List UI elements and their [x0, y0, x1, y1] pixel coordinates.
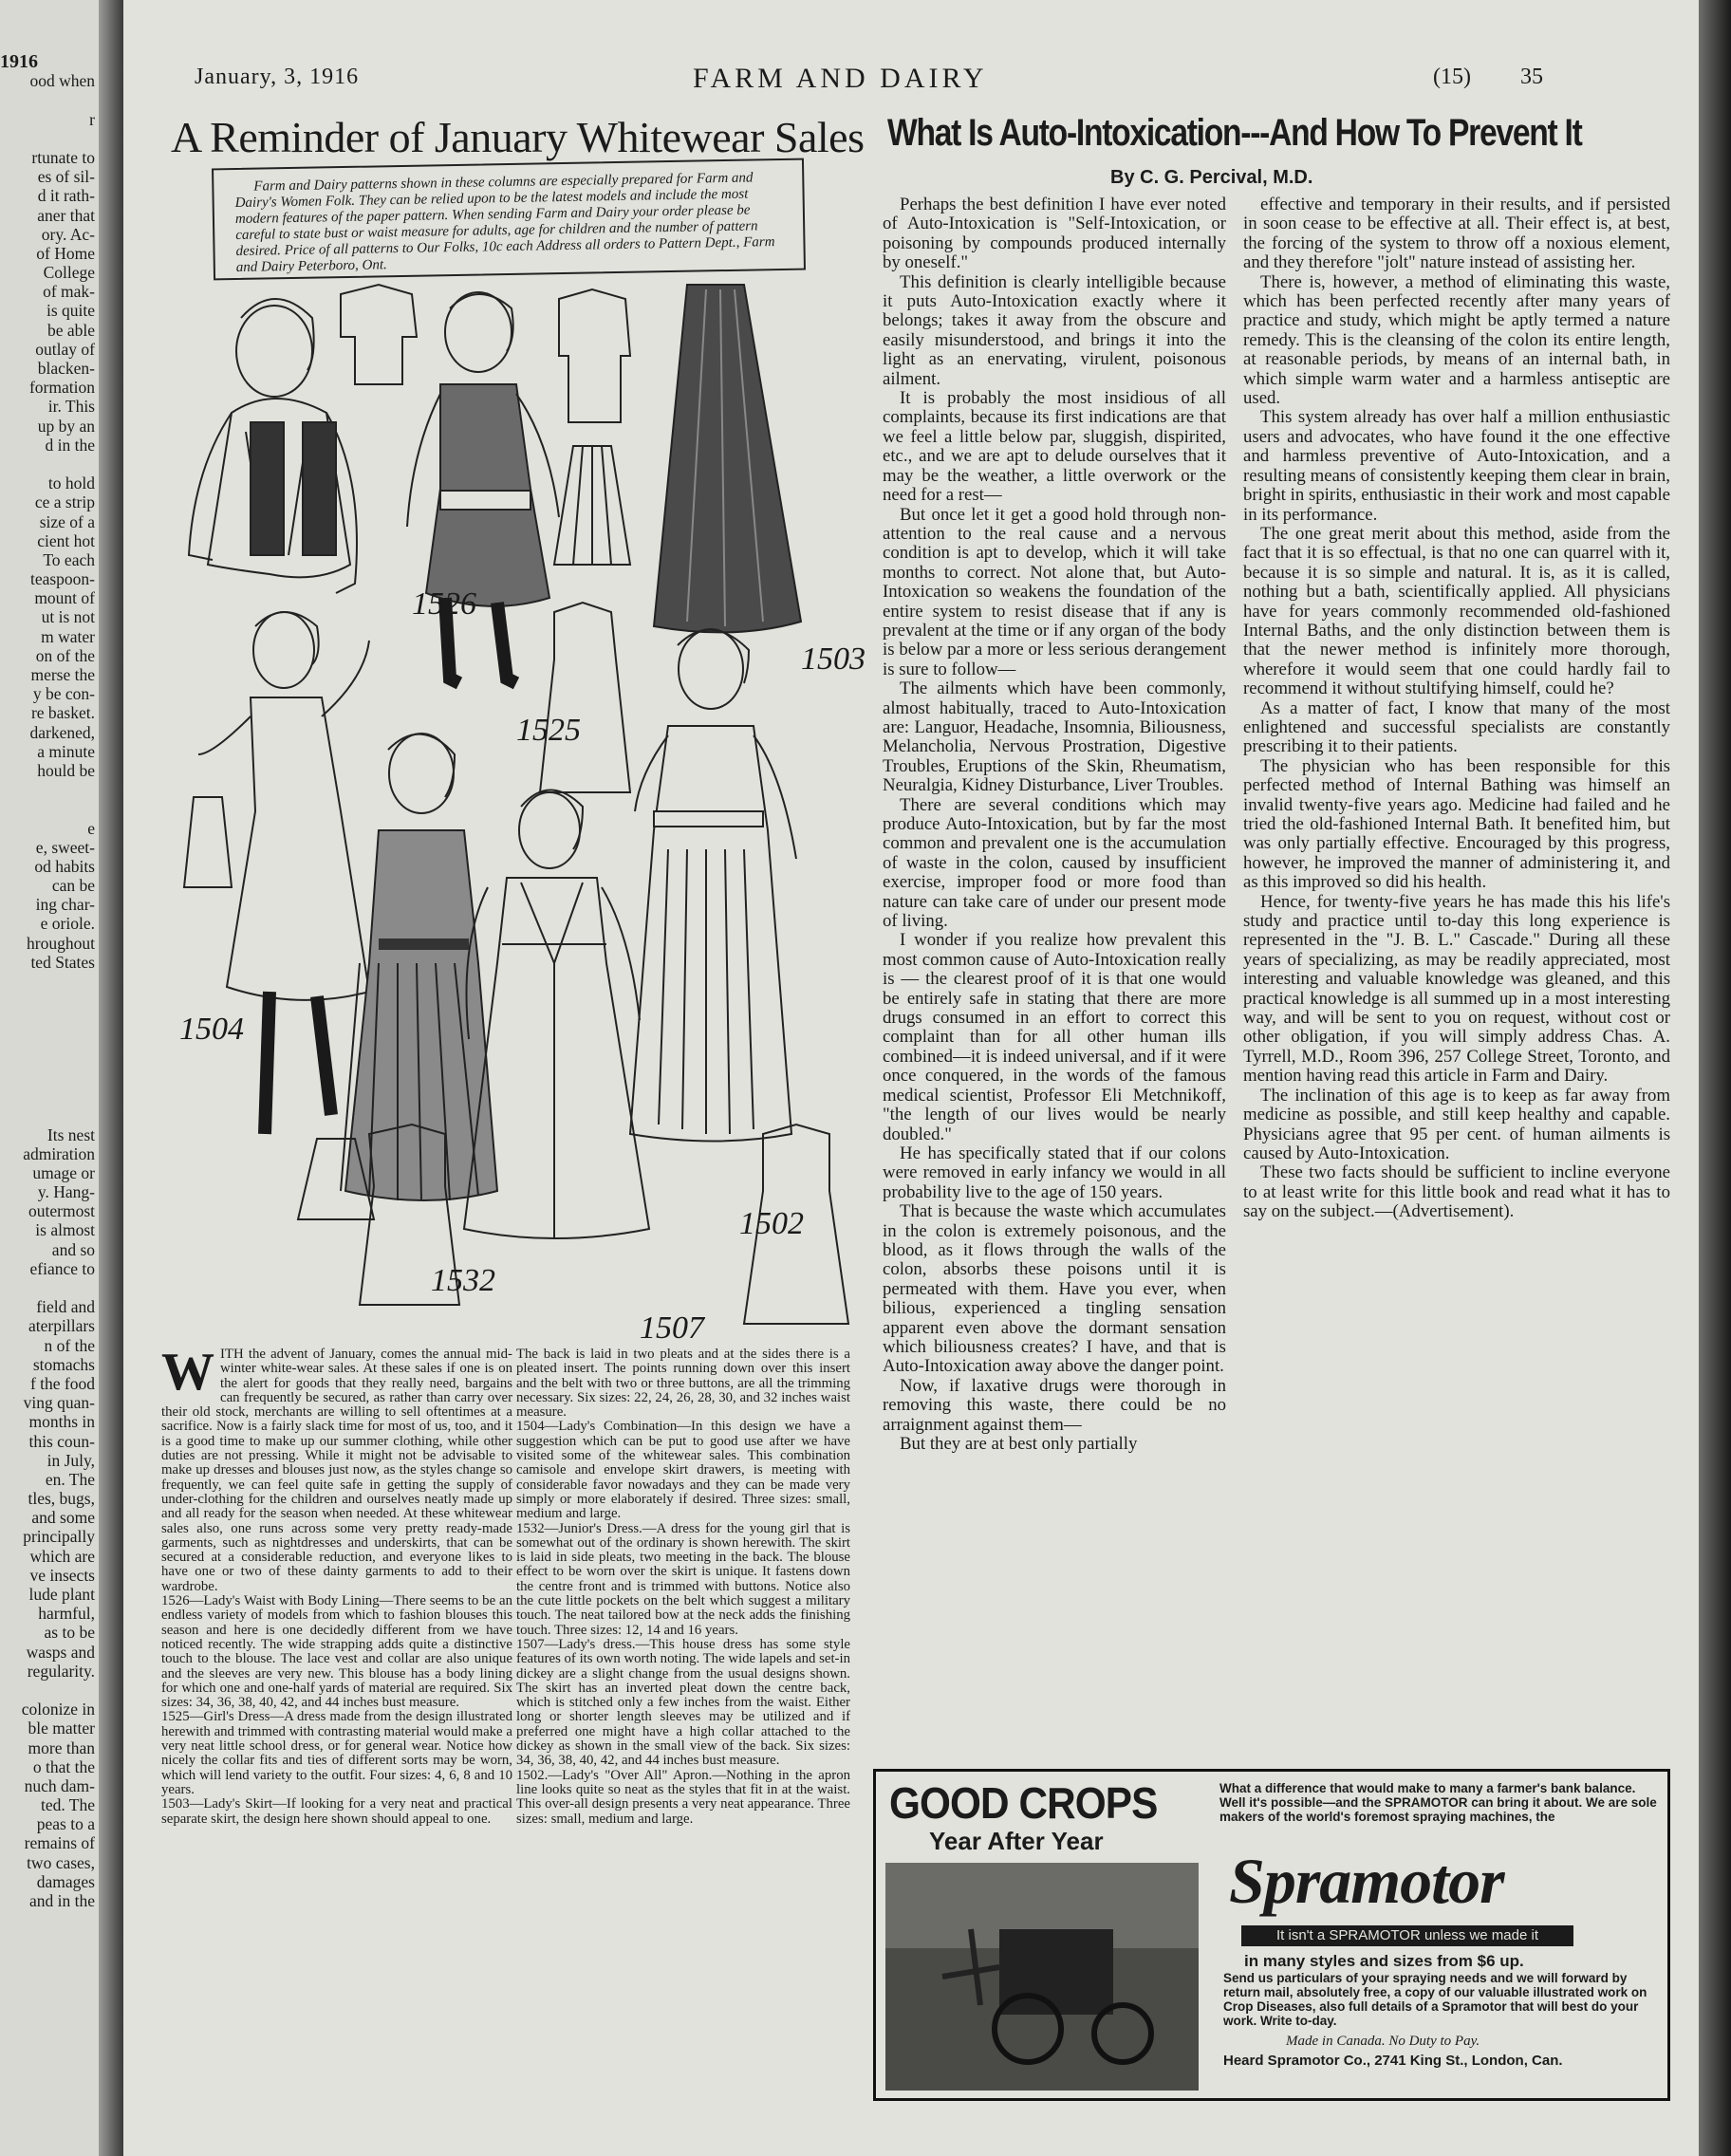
gutter-line: ted. The — [40, 1795, 95, 1815]
gutter-line: aner that — [37, 205, 95, 225]
gutter-line: teaspoon- — [29, 569, 95, 589]
paragraph: The inclination of this age is to keep as far away from medicine as possible, and still keep healthy and capable. Physicians agree that 95 per cent. of human ailments is caused by Auto-Intoxication. — [1243, 1085, 1670, 1163]
article-byline: By C. G. Percival, M.D. — [1110, 167, 1313, 188]
gutter-line: to hold — [47, 474, 95, 493]
gutter-line: College — [43, 263, 95, 283]
gutter-line: ve insects — [29, 1565, 95, 1585]
gutter-line — [0, 129, 95, 148]
paragraph: Perhaps the best definition I have ever noted of Auto-Intoxication is "Self-Intoxication, or poisoning by compounds produced internally by oneself." — [883, 195, 1226, 273]
paragraph: But they are at best only partially — [900, 1434, 1138, 1454]
gutter-line: rtunate to — [31, 147, 95, 167]
gutter-line: field and — [36, 1297, 95, 1317]
paragraph: 1532—Junior's Dress.—A dress for the young girl that is somewhat out of the ordinary is shown herewith. The skirt is laid in side pleats, two meeting in the back. The blouse effect to be worn over the skirt is unique. It fastens down the centre front and is trimmed with buttons. Notice also the cute little pockets on the belt which suggest a military touch. The neat tailored bow at the neck adds the finishing touch. Three sizes: 12, 14 and 16 years. — [516, 1520, 850, 1638]
gutter-line: cient hot — [37, 530, 95, 550]
gutter-line: d it rath- — [37, 186, 95, 206]
paragraph: ITH the advent of January, comes the annual mid-winter white-wear sales. At these sales if one is on the alert for goods that they really need, bargains can frequently be secured, as rather than carry over their old stock, merchants are willing to sell oftentimes at a sacrifice. Now is a fairly slack time for most of us, too, and it is a good time to make up our summer clothing, while other duties are not pressing. While it might not be advisable to make up dresses and blouses just now, as the styles change so frequently, we can feel quite safe in getting the supply of under-clothing for the children and ourselves neatly made up and all ready for the season when needed. At these whitewear sales also, one runs across some very pretty ready-made garments, such as nightdresses and underskirts, that can be secured at a considerable reduction, and everyone likes to have one or two of these dainty garments to add to their wardrobe. — [161, 1347, 512, 1594]
paragraph: He has specifically stated that if our colons were removed in early infancy we would in all probability live to the age of 150 years. — [883, 1143, 1226, 1202]
gutter-line: hould be — [37, 760, 95, 780]
gutter-line: es of sil- — [37, 167, 95, 187]
whitewear-column-1 — [161, 1343, 512, 1827]
gutter-line: nuch dam- — [24, 1775, 95, 1795]
gutter-line: blacken- — [37, 359, 95, 378]
ad-slogan-band: It isn't a SPRAMOTOR unless we made it — [1241, 1925, 1573, 1946]
gutter-line: ving quan- — [23, 1393, 95, 1413]
gutter-line: be able — [47, 320, 95, 340]
paragraph: 1507—Lady's dress.—This house dress has some style features of its own worth noting. The wide lapels and set-in dickey are a slight change from the usual designs shown. The skirt has an inverted pleat down the centre back, which is stitched only a few inches from the waist. Either long or shorter length sleeves may be utilized and if preferred one might have a high collar attached to the dickey as shown in the small view of the back. Six sizes: 34, 36, 38, 40, 42, and 44 inches bust measure. — [516, 1636, 850, 1769]
paper-title: FARM AND DAIRY — [693, 63, 988, 94]
gutter-line: admiration — [23, 1143, 95, 1163]
gutter-line: y. Hang- — [37, 1182, 95, 1202]
paragraph: effective and temporary in their results, and if persisted in soon cease to be effective at all. Their effect is, at best, the forcing of the system to throw off a noxious element, and they therefore "jolt" nature instead of assisting her. — [1243, 195, 1670, 273]
gutter-line: merse the — [30, 665, 95, 684]
ad-company-address: Heard Spramotor Co., 2741 King St., London, Can. — [1223, 2053, 1563, 2069]
gutter-line: ut is not — [41, 607, 95, 627]
gutter-line: umage or — [32, 1162, 95, 1182]
gutter-line: damages — [36, 1871, 95, 1891]
gutter-line — [0, 1087, 95, 1106]
auto-intoxication-headline: What Is Auto-Intoxication---And How To Prevent It — [887, 112, 1582, 154]
paragraph: But once let it get a good hold through non-attention to the real cause and a nervous condition is apt to develop, which it will take months to correct. Not alone that, but Auto-Intoxication so weakens the foundation of the entire system to resist disease that if any is prevalent at the time or if any organ of the body is below par a more or less serious derangement is sure to follow— — [883, 504, 1226, 679]
gutter-line — [0, 1010, 95, 1029]
paragraph: That is because the waste which accumulates in the colon is extremely poisonous, and the blood, as it flows through the walls of the colon, absorbs these poisons until it is permeated with them. Have you ever, when bilious, experienced a tingling sensation apparent even above the dormant sensation which biliousness creates? I have, and that is Auto-Intoxication away above the danger point. — [883, 1201, 1226, 1377]
fashion-illustration — [175, 280, 888, 1341]
gutter-line: in July, — [47, 1450, 95, 1470]
gutter-line: ted States — [30, 952, 95, 972]
paragraph: 1525—Girl's Dress—A dress made from the design illustrated herewith and trimmed with contrasting material would make a very neat little school dress, or for general wear. Notice how nicely the collar fits and ties of different sorts may be worn, which will lend variety to the outfit. Four sizes: 4, 6, 8 and 10 years. — [161, 1709, 512, 1797]
adjacent-page-text — [0, 52, 95, 1910]
gutter-line: e — [87, 818, 95, 838]
paragraph: It is probably the most insidious of all complaints, because its first indications are that we feel a little below par, sluggish, dispirited, etc., and we are apt to delude ourselves that it may be the weather, a little overwork or the need for a rest— — [883, 388, 1226, 506]
gutter-line: wasps and — [26, 1642, 95, 1662]
gutter-line: efiance to — [29, 1258, 95, 1278]
gutter-line: ir. This — [47, 397, 95, 417]
pattern-label-1502: 1502 — [739, 1206, 804, 1241]
auto-intoxication-column-1-text — [883, 195, 1226, 1454]
spramotor-logo: Spramotor — [1229, 1845, 1504, 1917]
gutter-line: e, sweet- — [35, 837, 95, 857]
whitewear-headline: A Reminder of January Whitewear Sales — [171, 113, 865, 161]
gutter-line: aterpillars — [28, 1316, 95, 1336]
gutter-line: remains of — [24, 1833, 95, 1853]
gutter-line: principally — [23, 1527, 95, 1547]
whitewear-column-2-text — [516, 1348, 850, 1827]
figure-1503-skirt — [654, 285, 801, 632]
gutter-line: regularity. — [27, 1661, 95, 1681]
gutter-line: mount of — [34, 588, 95, 608]
gutter-line: To each — [43, 549, 95, 569]
pattern-label-1532: 1532 — [431, 1263, 495, 1298]
pattern-label-1507: 1507 — [640, 1310, 704, 1341]
figure-1526-blouse — [189, 299, 357, 593]
auto-intoxication-column-2 — [1243, 195, 1670, 1222]
auto-intoxication-column-1 — [883, 195, 1226, 1454]
whitewear-column-1-text — [161, 1343, 512, 1827]
gutter-line: re basket. — [30, 703, 95, 723]
gutter-line: ble matter — [28, 1719, 95, 1738]
paragraph: This definition is clearly intelligible because it puts Auto-Intoxication exactly where it belongs; takes it away from the obscure and easily misunderstood, and brings it into the light as an enervating, virulent, poisonous ailment. — [883, 271, 1226, 389]
gutter-line: two cases, — [27, 1852, 95, 1872]
ad-subhead: Year After Year — [929, 1827, 1104, 1855]
gutter-line: of mak- — [43, 282, 95, 302]
gutter-line: o that the — [32, 1756, 95, 1776]
paragraph: The back is laid in two pleats and at the sides there is a pleated insert. The points running down over this insert and the belt with two or three buttons, are all the trimming necessary. Six sizes: 22, 24, 26, 28, 30, and 32 inches waist measure. — [516, 1347, 850, 1421]
paragraph: This system already has over half a million enthusiastic users and advocates, who have found it the one effective and harmless preventive of Auto-Intoxication, and a resulting means of consistently keeping them clear in brain, bright in spirits, enthusiastic in their work and most capable in its performance. — [1243, 407, 1670, 525]
figure-1504-combination — [184, 612, 369, 1134]
pattern-notice-box — [212, 158, 806, 281]
newspaper-page — [123, 0, 1699, 2156]
gutter-line — [0, 1068, 95, 1087]
gutter-line — [0, 799, 95, 818]
gutter-line: and some — [31, 1508, 95, 1528]
gutter-line: is quite — [46, 301, 95, 321]
paragraph: 1526—Lady's Waist with Body Lining—There seems to be an endless variety of models from which to fashion blouses this season and here is one decidedly different from we have noticed recently. The wide strapping adds quite a distinctive touch to the blouse. The lace vest and collar are also unique and the sleeves are very new. This blouse has a body lining for which one and one-half yards of material are required. Six sizes: 34, 36, 38, 40, 42, and 44 inches bust measure. — [161, 1593, 512, 1711]
pattern-label-1503: 1503 — [801, 641, 866, 677]
figure-1525-girl-dress — [407, 292, 559, 683]
gutter-line: which are — [29, 1546, 95, 1566]
paragraph: I wonder if you realize how prevalent this most common cause of Auto-Intoxication really is — the clearest proof of it is that one would be entirely safe in stating that there are more drugs consumed in an effort to correct this complaint than for all other human ills combined—it is indeed universal, and if it were once conquered, in the words of the famous medical scientist, Professor Eli Metchnikoff, "the length of our lives would be nearly doubled." — [883, 930, 1226, 1144]
figure-1532-junior-dress — [341, 734, 497, 1200]
fashion-plate-drawing — [175, 280, 888, 1341]
pattern-label-1525: 1525 — [516, 713, 581, 748]
gutter-line: more than — [28, 1738, 95, 1757]
ad-price-line: in many styles and sizes from $6 up. — [1244, 1952, 1524, 1970]
gutter-line: can be — [51, 876, 95, 896]
paragraph: The physician who has been responsible for this perfected method of Internal Bathing was himself an invalid twenty-five years ago. Medicine had failed and he tried the old-fashioned Internal Bath. It benefited him, but was only partially effective. Encouraged by this progress, however, he improved the manner of administering it, and as this improved so did his health. — [1243, 755, 1670, 893]
paragraph: As a matter of fact, I know that many of the most enlightened and successful specialists are constantly prescribing it to their patients. — [1243, 697, 1670, 757]
figure-1502-apron — [630, 629, 796, 1142]
sprayer-photo — [885, 1863, 1199, 2091]
whitewear-column-2 — [516, 1348, 850, 1827]
pattern-label-1504: 1504 — [179, 1012, 244, 1047]
issue-date: January, 3, 1916 — [195, 65, 360, 89]
gutter-line: ood when — [29, 71, 95, 91]
paragraph: These two facts should be sufficient to incline everyone to at least write for this little book and read what it has to say on the subject.—(Advertisement). — [1243, 1162, 1670, 1222]
gutter-line: ory. Ac- — [41, 224, 95, 244]
spramotor-advertisement — [873, 1769, 1670, 2101]
gutter-line: of Home — [36, 243, 95, 263]
pattern-notice-text: Farm and Dairy patterns shown in these columns are especially prepared for Farm and Dairy's Women Folk. They can be relied upon to be the latest models and include the most modern features of the paper pattern. When sending Farm and Dairy your order please be careful to state bust or waist measure for adults, age for children and the number of pattern desired. Price of all patterns to Our Folks, 10c each Address all orders to Pattern Dept., Farm and Dairy Peterboro, Ont. — [234, 170, 775, 276]
book-edge-shadow — [1699, 0, 1731, 2156]
paragraph: Now, if laxative drugs were thorough in removing this waste, there could be no arraignment against them— — [883, 1375, 1226, 1435]
auto-intoxication-column-2-text — [1243, 195, 1670, 1222]
issue-page-number: (15) — [1433, 65, 1471, 89]
gutter-line: 1916 — [0, 51, 38, 72]
paragraph: 1502.—Lady's "Over All" Apron.—Nothing in the apron line looks quite so neat as the styles that fit in at the waist. This over-all design presents a very neat appearance. Three sizes: small, medium and large. — [516, 1767, 850, 1827]
gutter-line: e oriole. — [40, 914, 95, 934]
gutter-line — [0, 1278, 95, 1297]
gutter-line — [0, 1106, 95, 1124]
gutter-line: on of the — [35, 645, 95, 665]
paragraph: The ailments which have been commonly, almost habitually, traced to Auto-Intoxication are: Languor, Headache, Insomnia, Biliousness, Melancholia, Nervous Prostration, Digestive Troubles, Eruptions of the Skin, Rheumatism, Neuralgia, Kidney Disturbance, Liver Troubles. — [883, 678, 1226, 796]
pattern-label-1526: 1526 — [412, 586, 476, 622]
paragraph: Hence, for twenty-five years he has made this his life's study and practice until to-day this long experience is represented in the "J. B. L." Cascade." During all these years of specializing, as may be readily appreciated, most interesting and valuable knowledge was gleaned, and this practical knowledge is all summed up in a most interesting way, and will be sent to you on request, without cost or other obligation, if you will simply address Chas. A. Tyrrell, M.D., Room 396, 257 College Street, Toronto, and mention having read this article in Farm and Dairy. — [1243, 891, 1670, 1087]
gutter-line — [0, 1681, 95, 1700]
gutter-line: lude plant — [28, 1585, 95, 1604]
gutter-line: d in the — [45, 435, 95, 455]
gutter-line: harmful, — [38, 1604, 95, 1624]
gutter-line: en. The — [45, 1469, 95, 1489]
ad-body-copy: Send us particulars of your spraying needs and we will forward by return mail, absolutely free, a copy of our valuable illustrated work on Crop Diseases, also full details of a Spramotor that will best do your work. Write to-day. — [1223, 1971, 1647, 2028]
page-number: 35 — [1520, 65, 1543, 89]
gutter-line: months in — [28, 1412, 95, 1432]
paragraph: The one great merit about this method, aside from the fact that it is so effectual, is that no one can quarrel with it, because it is so simple and natural. It is, as it is called, nothing but a bath, scientifically applied. All physicians have for years commonly recommended old-fashioned Internal Baths, and the only distinction between them is that the newer method is infinitely more thorough, wherefore it would seem that one could hardly fail to recommend it without stultifying himself, could he? — [1243, 523, 1670, 699]
gutter-line: Its nest — [47, 1124, 95, 1144]
gutter-line: as to be — [44, 1623, 95, 1643]
ad-made-in-canada: Made in Canada. No Duty to Pay. — [1286, 2034, 1480, 2049]
ad-headline: GOOD CROPS — [889, 1778, 1158, 1828]
gutter-line: peas to a — [36, 1814, 95, 1834]
gutter-line: n of the — [44, 1335, 95, 1355]
gutter-line — [0, 1030, 95, 1049]
gutter-line: a minute — [37, 741, 95, 761]
gutter-line: and in the — [28, 1891, 95, 1910]
page-fold-shadow — [99, 0, 123, 2156]
gutter-line: outlay of — [35, 339, 95, 359]
gutter-line — [0, 1049, 95, 1068]
gutter-line — [0, 972, 95, 991]
gutter-line: outermost — [28, 1201, 95, 1221]
gutter-line: r — [89, 109, 95, 129]
gutter-line — [0, 90, 95, 109]
ad-photograph — [885, 1863, 1199, 2091]
page-header — [123, 65, 1699, 102]
gutter-line: ing char- — [35, 895, 95, 915]
gutter-line: darkened, — [29, 722, 95, 742]
gutter-line: colonize in — [21, 1700, 95, 1719]
gutter-line — [0, 780, 95, 799]
gutter-line: m water — [41, 626, 95, 646]
ad-intro-copy: What a difference that would make to many a farmer's bank balance. Well it's possible—and the SPRAMOTOR can bring it about. We are sole makers of the world's foremost spraying machines, the — [1219, 1781, 1657, 1824]
paragraph: 1504—Lady's Combination—In this design we have a suggestion which can be put to good use after we have visited some of the whitewear sales. This combination camisole and envelope skirt drawers, is meeting with considerable favor nowadays and they can be made very simply or more elaborately if desired. Three sizes: small, medium and large. — [516, 1419, 850, 1522]
gutter-line: ce a strip — [34, 493, 95, 512]
gutter-line: size of a — [39, 511, 95, 531]
gutter-line: is almost — [35, 1220, 95, 1240]
gutter-line: tles, bugs, — [28, 1489, 95, 1509]
paragraph: There are several conditions which may produce Auto-Intoxication, but by far the most common and prevalent one is the accumulation of waste in the colon, caused by insufficient exercise, improper food or more food than nature can take care of under our present mode of living. — [883, 794, 1226, 932]
gutter-line: stomachs — [32, 1354, 95, 1374]
gutter-line: this coun- — [28, 1431, 95, 1451]
gutter-line — [0, 991, 95, 1010]
drop-cap: W — [161, 1343, 214, 1402]
adjacent-page-edge — [0, 0, 123, 2156]
gutter-line: f the food — [29, 1373, 95, 1393]
gutter-line: and so — [51, 1239, 95, 1259]
gutter-line: up by an — [37, 416, 95, 436]
gutter-line: formation — [28, 378, 95, 398]
paragraph: There is, however, a method of eliminating this waste, which has been perfected recently after many years of practice and study, which might be aptly termed a nature remedy. This is the cleansing of the colon its entire length, at reasonable periods, by means of an internal bath, in which simple warm water and a harmless antiseptic are used. — [1243, 271, 1670, 409]
gutter-line — [0, 455, 95, 474]
gutter-line: hroughout — [27, 933, 95, 953]
paragraph: 1503—Lady's Skirt—If looking for a very neat and practical separate skirt, the design here shown should appeal to one. — [161, 1796, 512, 1827]
gutter-line: y be con- — [32, 684, 95, 704]
gutter-line: od habits — [34, 856, 95, 876]
